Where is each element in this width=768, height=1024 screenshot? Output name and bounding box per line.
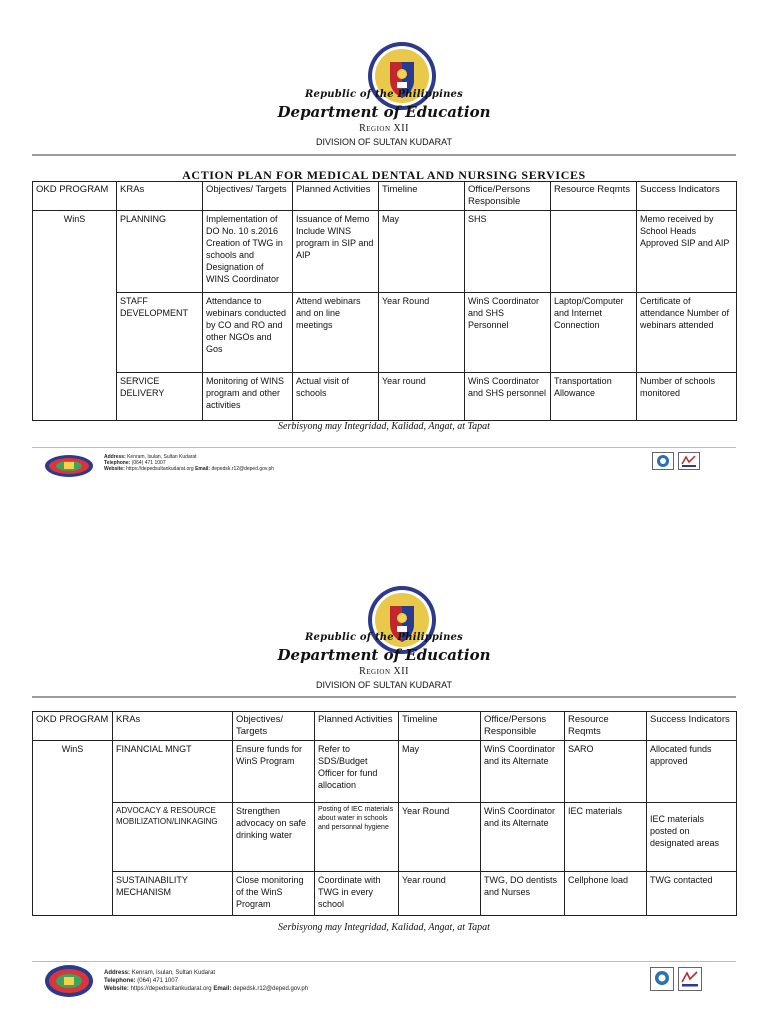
indicators-cell: Number of schools monitored xyxy=(637,373,737,421)
office-cell: WinS Coordinator and SHS personnel xyxy=(465,373,551,421)
objectives-cell: Close monitoring of the WinS Program xyxy=(233,872,315,916)
indicators-cell: Allocated funds approved xyxy=(647,741,737,803)
col-kras: KRAs xyxy=(113,712,233,741)
col-office-persons: Office/Persons Responsible xyxy=(465,182,551,211)
indicators-cell: TWG contacted xyxy=(647,872,737,916)
kra-cell: SERVICE DELIVERY xyxy=(117,373,203,421)
action-plan-title: ACTION PLAN FOR MEDICAL DENTAL AND NURSING SERVICES xyxy=(182,168,586,182)
certification-badge-icon xyxy=(652,452,674,470)
certification-badge-icon xyxy=(650,967,674,991)
col-success-indicators: Success Indicators xyxy=(647,712,737,741)
activities-cell: Posting of IEC materials about water in schools and personnal hygiene xyxy=(315,803,399,872)
col-planned-activities: Planned Activities xyxy=(315,712,399,741)
col-resource: Resource Reqmts xyxy=(565,712,647,741)
col-timeline: Timeline xyxy=(399,712,481,741)
deped-seal-logo xyxy=(366,40,438,112)
footer-email[interactable]: depedsk.r12@deped.gov.ph xyxy=(211,466,275,472)
kra-cell: SUSTAINABILITY MECHANISM xyxy=(113,872,233,916)
indicators-cell: IEC materials posted on designated areas xyxy=(647,803,737,872)
ab-accreditation-icon xyxy=(678,452,700,470)
col-kras: KRAs xyxy=(117,182,203,211)
col-success-indicators: Success Indicators xyxy=(637,182,737,211)
table-row xyxy=(33,741,737,803)
col-okd-program: OKD PROGRAM xyxy=(33,712,113,741)
table-row xyxy=(33,803,737,872)
col-timeline: Timeline xyxy=(379,182,465,211)
timeline-cell: Year round xyxy=(399,872,481,916)
footer-telephone: (064) 471 1007 xyxy=(131,460,166,466)
objectives-cell: Strengthen advocacy on safe drinking water xyxy=(233,803,315,872)
timeline-cell: May xyxy=(399,741,481,803)
objectives-cell: Attendance to webinars conducted by CO and RO and other NGOs and Gos xyxy=(203,293,293,373)
resource-cell: Laptop/Computer and Internet Connection xyxy=(551,293,637,373)
division-logo xyxy=(44,451,94,479)
header-divider xyxy=(32,154,736,156)
table-header-row xyxy=(33,712,737,741)
footer xyxy=(32,961,736,993)
indicators-cell: Memo received by School Heads Approved SIP and AIP xyxy=(637,211,737,293)
kra-cell: FINANCIAL MNGT xyxy=(113,741,233,803)
office-cell: WinS Coordinator and SHS Personnel xyxy=(465,293,551,373)
col-okd-program: OKD PROGRAM xyxy=(33,182,117,211)
resource-cell: Transportation Allowance xyxy=(551,373,637,421)
resource-cell xyxy=(551,211,637,293)
table-row xyxy=(33,211,737,293)
footer-telephone: (064) 471 1007 xyxy=(137,978,178,984)
resource-cell: Cellphone load xyxy=(565,872,647,916)
region-label: Region XII xyxy=(359,666,409,677)
program-cell: WinS xyxy=(33,211,117,421)
footer xyxy=(32,447,736,479)
table-row xyxy=(33,293,737,373)
office-cell: TWG, DO dentists and Nurses xyxy=(481,872,565,916)
program-cell: WinS xyxy=(33,741,113,916)
footer-contact: Address: Kenram, Isulan, Sultan Kudarat Telephone: (064) 471 1007 Website: https://depedsultankudarat.org Email: depedsk.r12@deped.gov.ph xyxy=(104,454,275,472)
table-row xyxy=(33,373,737,421)
table-row xyxy=(33,872,737,916)
footer-address: Kenram, Isulan, Sultan Kudarat xyxy=(127,454,197,460)
footer-divider xyxy=(32,961,736,962)
header-divider xyxy=(32,696,736,698)
department-heading: Department of Education xyxy=(277,646,491,664)
resource-cell: SARO xyxy=(565,741,647,803)
timeline-cell: Year round xyxy=(379,373,465,421)
timeline-cell: May xyxy=(379,211,465,293)
footer-website[interactable]: https://depedsultankudarat.org xyxy=(130,986,212,992)
col-objectives: Objectives/ Targets xyxy=(233,712,315,741)
kra-cell: ADVOCACY & RESOURCE MOBILIZATION/LINKAGING xyxy=(113,803,233,872)
division-label: DIVISION OF SULTAN KUDARAT xyxy=(315,680,452,690)
kra-cell: STAFF DEVELOPMENT xyxy=(117,293,203,373)
page-2 xyxy=(0,560,768,1024)
objectives-cell: Monitoring of WINS program and other activities xyxy=(203,373,293,421)
kra-cell: PLANNING xyxy=(117,211,203,293)
col-resource: Resource Reqmts xyxy=(551,182,637,211)
footer-divider xyxy=(32,447,736,448)
republic-heading: Republic of the Philippines xyxy=(305,632,463,643)
office-cell: SHS xyxy=(465,211,551,293)
office-cell: WinS Coordinator and its Alternate xyxy=(481,741,565,803)
office-cell: WinS Coordinator and its Alternate xyxy=(481,803,565,872)
activities-cell: Issuance of Memo Include WINS program in SIP and AIP xyxy=(293,211,379,293)
action-plan-table-1 xyxy=(32,181,737,421)
table-header-row xyxy=(33,182,737,211)
footer-website[interactable]: https://depedsultankudarat.org xyxy=(126,466,194,472)
department-heading: Department of Education xyxy=(277,103,491,121)
resource-cell: IEC materials xyxy=(565,803,647,872)
col-objectives: Objectives/ Targets xyxy=(203,182,293,211)
page-1 xyxy=(0,0,768,490)
col-office-persons: Office/Persons Responsible xyxy=(481,712,565,741)
activities-cell: Refer to SDS/Budget Officer for fund allocation xyxy=(315,741,399,803)
objectives-cell: Ensure funds for WinS Program xyxy=(233,741,315,803)
division-logo xyxy=(44,963,94,999)
division-label: DIVISION OF SULTAN KUDARAT xyxy=(315,137,452,147)
indicators-cell: Certificate of attendance Number of webinars attended xyxy=(637,293,737,373)
ab-accreditation-icon xyxy=(678,967,702,991)
activities-cell: Coordinate with TWG in every school xyxy=(315,872,399,916)
republic-heading: Republic of the Philippines xyxy=(305,89,463,100)
motto: Serbisyong may Integridad, Kalidad, Angat, at Tapat xyxy=(278,421,490,432)
col-planned-activities: Planned Activities xyxy=(293,182,379,211)
motto: Serbisyong may Integridad, Kalidad, Angat, at Tapat xyxy=(278,922,490,933)
footer-email[interactable]: depedsk.r12@deped.gov.ph xyxy=(233,986,309,992)
activities-cell: Actual visit of schools xyxy=(293,373,379,421)
timeline-cell: Year Round xyxy=(399,803,481,872)
activities-cell: Attend webinars and on line meetings xyxy=(293,293,379,373)
action-plan-table-2 xyxy=(32,711,737,916)
region-label: Region XII xyxy=(359,123,409,134)
footer-address: Kenram, Isulan, Sultan Kudarat xyxy=(131,970,216,976)
objectives-cell: Implementation of DO No. 10 s.2016 Creation of TWG in schools and Designation of WINS Coordinator xyxy=(203,211,293,293)
timeline-cell: Year Round xyxy=(379,293,465,373)
footer-contact: Address: Kenram, Isulan, Sultan Kudarat Telephone: (064) 471 1007 Website: https://depedsultankudarat.org Email: depedsk.r12@deped.gov.ph xyxy=(104,970,309,992)
